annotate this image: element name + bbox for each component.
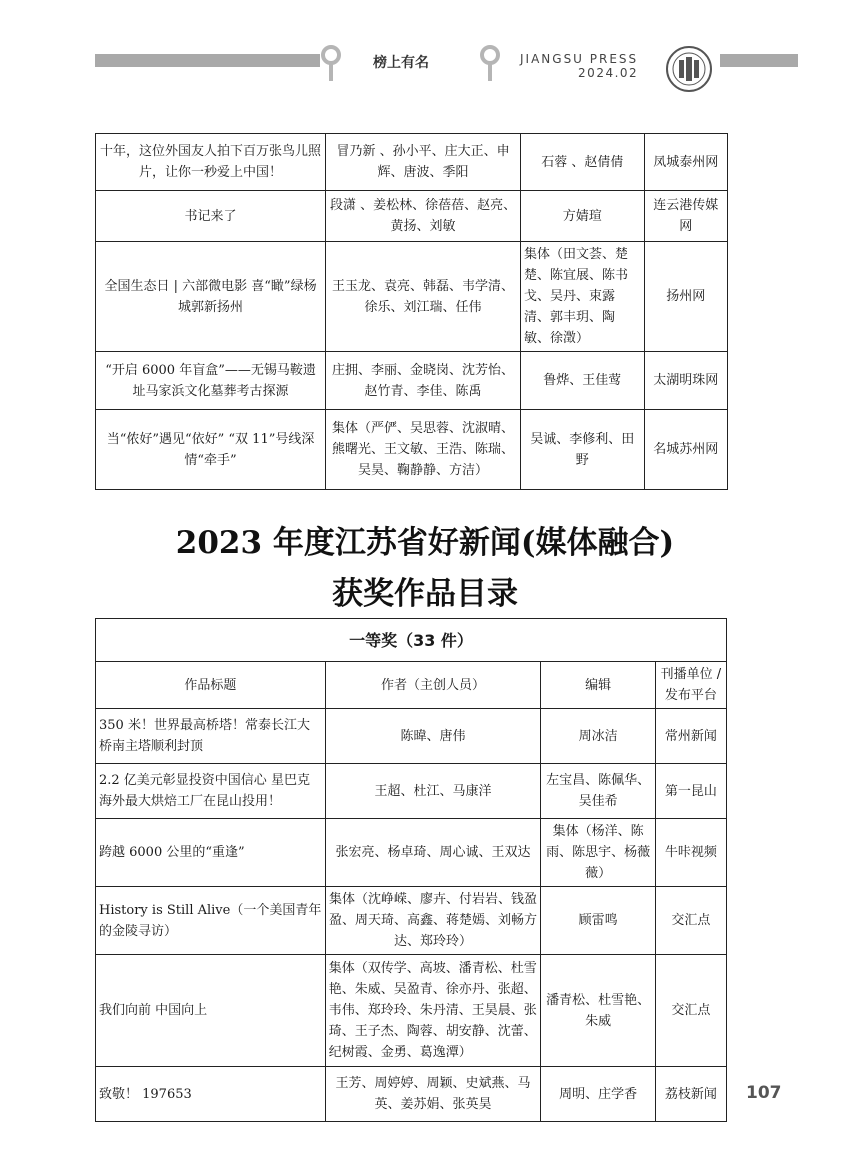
work-title: 跨越 6000 公里的“重逢” xyxy=(96,819,326,887)
table-row xyxy=(96,955,727,1067)
work-authors: 张宏亮、杨卓琦、周心诚、王双达 xyxy=(325,819,541,887)
page-number: 107 xyxy=(746,1083,782,1103)
work-editors: 顾雷鸣 xyxy=(541,887,655,955)
table-row xyxy=(96,352,728,410)
work-title: 2.2 亿美元彰显投资中国信心 星巴克海外最大烘焙工厂在昆山投用！ xyxy=(96,764,326,819)
work-editors: 周明、庄学香 xyxy=(541,1067,655,1122)
table-row xyxy=(96,709,727,764)
table-row xyxy=(96,242,728,352)
table-row xyxy=(96,887,727,955)
table-row xyxy=(96,819,727,887)
work-title: 我们向前 中国向上 xyxy=(96,955,326,1067)
work-platform: 交汇点 xyxy=(655,955,726,1067)
work-editors: 集体（杨洋、陈雨、陈思宇、杨薇薇） xyxy=(541,819,655,887)
work-title: 当“侬好”遇见“依好” “双 11”号线深情“牵手” xyxy=(96,410,326,490)
work-platform: 连云港传媒网 xyxy=(644,191,727,242)
work-editors: 集体（田文荟、楚楚、陈宜展、陈书戈、吴丹、束露清、郭丰玥、陶敏、徐澂） xyxy=(521,242,645,352)
work-platform: 第一昆山 xyxy=(655,764,726,819)
magazine-logo-icon xyxy=(665,45,713,93)
work-editors: 左宝昌、陈佩华、吴佳希 xyxy=(541,764,655,819)
work-title: 书记来了 xyxy=(96,191,326,242)
table-row xyxy=(96,764,727,819)
work-platform: 交汇点 xyxy=(655,887,726,955)
work-platform: 扬州网 xyxy=(644,242,727,352)
work-platform: 常州新闻 xyxy=(655,709,726,764)
table-row xyxy=(96,134,728,191)
work-title: 十年，这位外国友人拍下百万张鸟儿照片，让你一秒爱上中国！ xyxy=(96,134,326,191)
brand-name: JIANGSU PRESS xyxy=(520,52,639,66)
work-title: History is Still Alive（一个美国青年的金陵寻访） xyxy=(96,887,326,955)
section-title: 榜上有名 xyxy=(373,55,429,71)
work-platform: 牛咔视频 xyxy=(655,819,726,887)
work-platform: 荔枝新闻 xyxy=(655,1067,726,1122)
column-header-editors: 编辑 xyxy=(541,662,655,709)
magazine-brand xyxy=(520,52,638,80)
work-authors: 王超、杜江、马康洋 xyxy=(325,764,541,819)
header-bar-right xyxy=(720,54,798,67)
page-title: 2023 年度江苏省好新闻(媒体融合) xyxy=(175,525,675,561)
work-title: 致敬！ 197653 xyxy=(96,1067,326,1122)
prize-heading: 一等奖（33 件） xyxy=(96,619,727,662)
work-editors: 周冰洁 xyxy=(541,709,655,764)
work-title: 350 米！世界最高桥塔！常泰长江大桥南主塔顺利封顶 xyxy=(96,709,326,764)
work-authors: 段潇 、姜松林、徐蓓蓓、赵亮、黄扬、刘敏 xyxy=(326,191,521,242)
work-editors: 石蓉 、赵倩倩 xyxy=(521,134,645,191)
work-authors: 集体（严俨、吴思蓉、沈淑晴、熊曙光、王文敏、王浩、陈瑞、吴昊、鞠静静、方洁） xyxy=(326,410,521,490)
work-title: 全国生态日 | 六部微电影 喜“瞰”绿杨城郭新扬州 xyxy=(96,242,326,352)
work-platform: 凤城泰州网 xyxy=(644,134,727,191)
work-authors: 王芳、周婷婷、周颖、史斌燕、马英、姜苏娟、张英昊 xyxy=(325,1067,541,1122)
previous-awards-table xyxy=(95,133,728,490)
work-authors: 冒乃新 、孙小平、庄大正、申辉、唐波、季阳 xyxy=(326,134,521,191)
table-row xyxy=(96,410,728,490)
header-row xyxy=(96,662,727,709)
work-authors: 陈暐、唐伟 xyxy=(325,709,541,764)
column-header-title: 作品标题 xyxy=(96,662,326,709)
work-editors: 吴诚、李修利、田野 xyxy=(521,410,645,490)
work-authors: 庄拥、李丽、金晓岗、沈芳怡、赵竹青、李佳、陈禹 xyxy=(326,352,521,410)
work-editors: 方婧瑄 xyxy=(521,191,645,242)
pin-icon xyxy=(319,44,343,84)
column-header-authors: 作者（主创人员） xyxy=(325,662,541,709)
page-subtitle: 获奖作品目录 xyxy=(332,576,518,612)
work-title: “开启 6000 年盲盒”——无锡马鞍遗址马家浜文化墓葬考古探源 xyxy=(96,352,326,410)
header-bar-left xyxy=(95,54,320,67)
work-editors: 鲁烨、王佳莺 xyxy=(521,352,645,410)
prize-row xyxy=(96,619,727,662)
pin-icon xyxy=(478,44,502,84)
award-list-table xyxy=(95,618,727,1122)
work-platform: 名城苏州网 xyxy=(644,410,727,490)
column-header-platform: 刊播单位 / 发布平台 xyxy=(655,662,726,709)
issue-number: 2024.02 xyxy=(578,66,639,80)
table-row xyxy=(96,191,728,242)
table-row xyxy=(96,1067,727,1122)
work-authors: 集体（沈峥嵘、廖卉、付岩岩、钱盈盈、周天琦、高鑫、蒋楚嫣、刘畅方达、郑玲玲） xyxy=(325,887,541,955)
work-authors: 集体（双传学、高坡、潘青松、杜雪艳、朱威、吴盈青、徐亦丹、张超、韦伟、郑玲玲、朱丹清、王昊晨、张琦、王子杰、陶蓉、胡安静、沈蕾、纪树霞、金勇、葛逸潭） xyxy=(325,955,541,1067)
work-platform: 太湖明珠网 xyxy=(644,352,727,410)
work-editors: 潘青松、杜雪艳、朱威 xyxy=(541,955,655,1067)
work-authors: 王玉龙、袁亮、韩磊、韦学清、徐乐、刘江瑞、任伟 xyxy=(326,242,521,352)
